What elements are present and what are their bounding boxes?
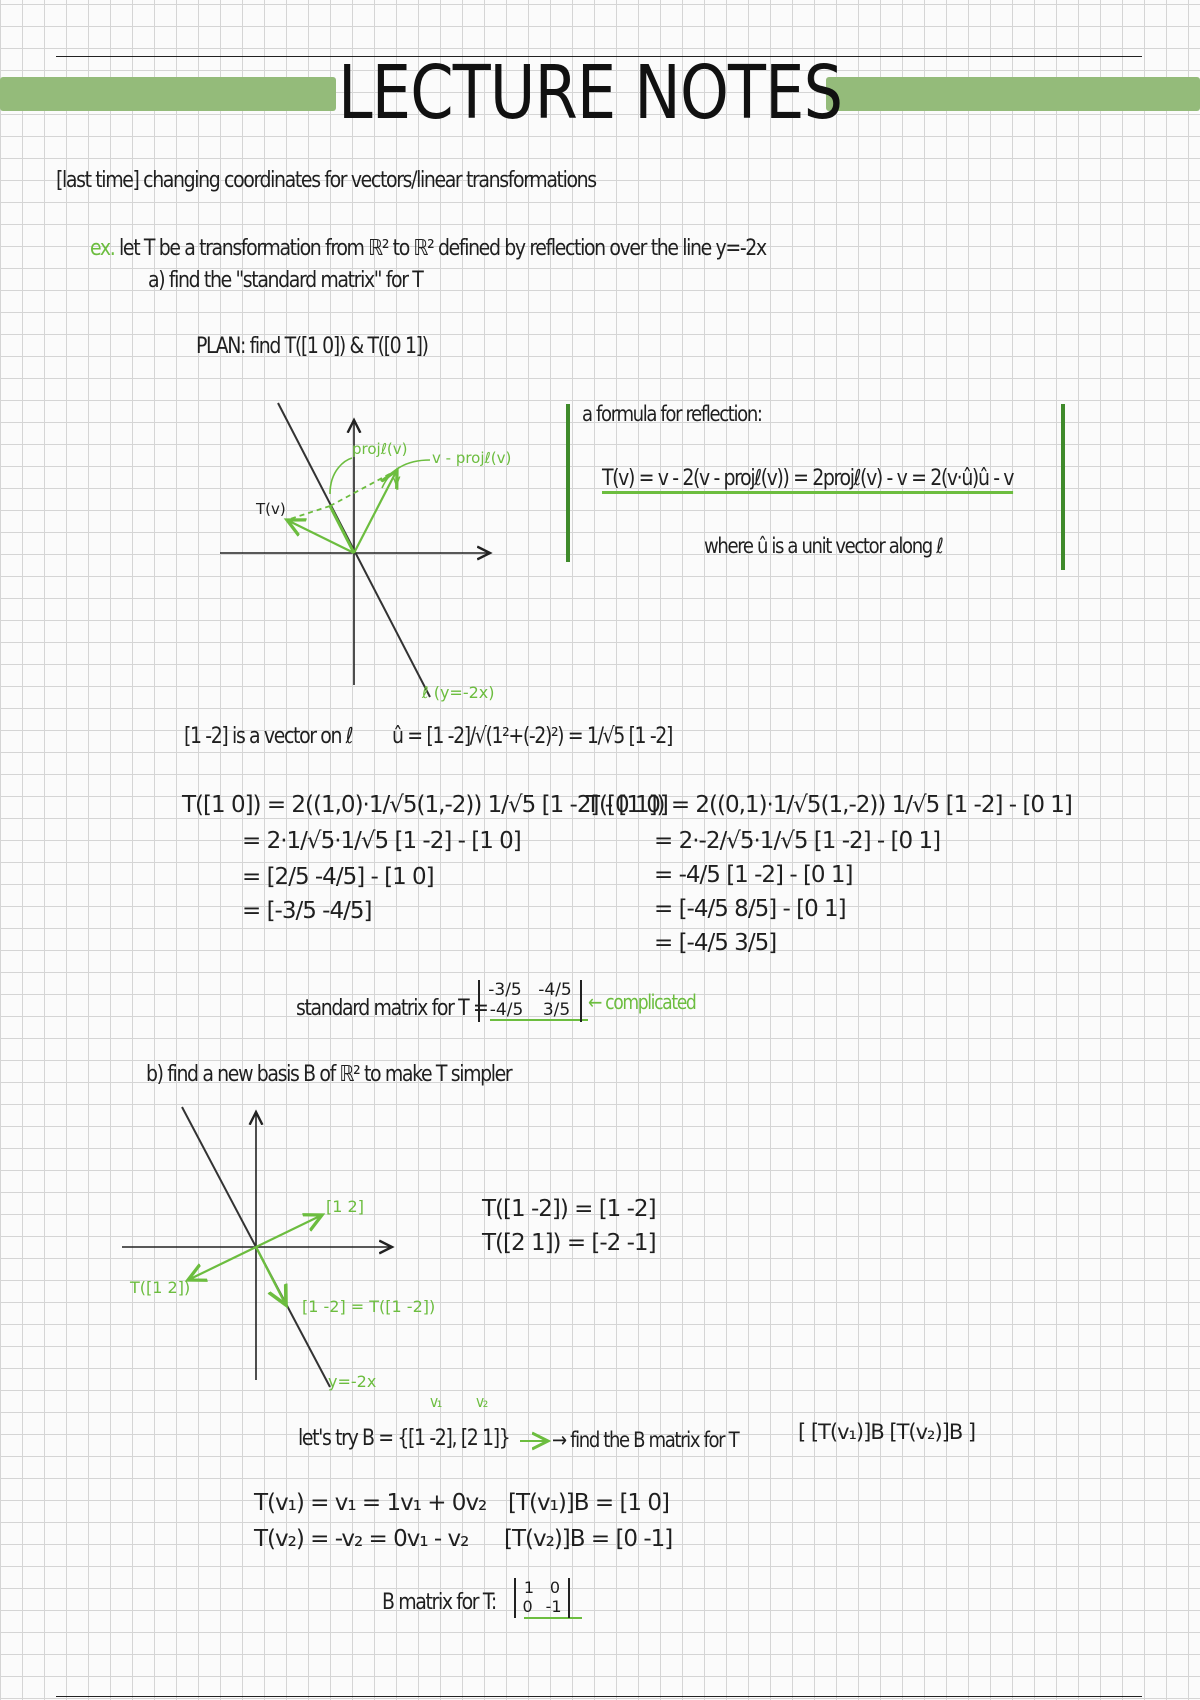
vector-on-line: [1 -2] is a vector on ℓ <box>184 724 353 749</box>
example-statement: let T be a transformation from ℝ² to ℝ² defined by reflection over the line y=-2x <box>119 236 766 261</box>
b-matrix <box>514 1578 570 1618</box>
page-title: LECTURE NOTES <box>338 50 843 136</box>
matrix-cell: -4/5 <box>489 1000 524 1020</box>
standard-matrix-label: standard matrix for T = <box>296 996 488 1021</box>
plan-line: PLAN: find T([1 0]) & T([0 1]) <box>196 334 428 359</box>
example-label: ex. <box>90 236 115 261</box>
t-image-line: T([1 -2]) = [1 -2] <box>482 1196 656 1222</box>
formula-box-left-bar <box>566 404 570 562</box>
recap-text: changing coordinates for vectors/linear transformations <box>143 168 596 193</box>
complicated-comment: ← complicated <box>588 990 696 1014</box>
recap-tag: [last time] <box>56 168 139 193</box>
part-b-heading: b) find a new basis B of ℝ² to make T simpler <box>146 1062 512 1087</box>
t-image-line: T([2 1]) = [-2 -1] <box>482 1230 656 1256</box>
t-e2-line: = [-4/5 8/5] - [0 1] <box>654 896 846 922</box>
standard-matrix <box>478 980 582 1022</box>
v-label: v <box>392 471 401 489</box>
proj-callout <box>330 458 352 494</box>
matrix-cell: -1 <box>545 1597 562 1616</box>
t-e1-line: T([1 0]) = 2((1,0)·1/√5(1,-2)) 1/√5 [1 -2] - [1 0] <box>182 792 668 818</box>
proj-label: projℓ(v) <box>352 440 408 458</box>
b-matrix-template: [ [T(v₁)]B [T(v₂)]B ] <box>798 1420 976 1444</box>
matrix-cell: -3/5 <box>488 980 522 1000</box>
vector-tv1 <box>188 1247 256 1280</box>
v1-label: [1 2] <box>326 1197 364 1216</box>
matrix-cell: 0 <box>522 1597 533 1616</box>
reflection-formula: T(v) = v - 2(v - projℓ(v)) = 2projℓ(v) - v = 2(v·û)û - v <box>602 466 1013 494</box>
v-minus-proj-label: v - projℓ(v) <box>432 449 512 467</box>
t-e2-line: = 2·-2/√5·1/√5 [1 -2] - [0 1] <box>654 828 941 854</box>
coord-line: T(v₁) = v₁ = 1v₁ + 0v₂ <box>254 1490 487 1516</box>
line-label-2: y=-2x <box>328 1372 377 1391</box>
t-e1-line: = [2/5 -4/5] - [1 0] <box>242 864 434 890</box>
basis-definition: let's try B = {[1 -2], [2 1]} <box>298 1426 510 1451</box>
t-e2-line: = -4/5 [1 -2] - [0 1] <box>654 862 853 888</box>
v2-label: [1 -2] = T([1 -2]) <box>302 1297 436 1316</box>
unit-vector: û = [1 -2]/√(1²+(-2)²) = 1/√5 [1 -2] <box>392 724 672 749</box>
vector-v <box>354 470 397 553</box>
t-e1-line: = 2·1/√5·1/√5 [1 -2] - [1 0] <box>242 828 521 854</box>
line-label-1: ℓ (y=-2x) <box>422 683 495 702</box>
formula-heading: a formula for reflection: <box>582 402 762 426</box>
matrix-row <box>516 1597 568 1616</box>
matrix-cell: -4/5 <box>538 980 572 1000</box>
b-matrix-label: B matrix for T: <box>382 1590 496 1615</box>
matrix-cell: 3/5 <box>542 1000 571 1020</box>
basis-tag-v2: v₂ <box>476 1392 487 1411</box>
matrix-cell: 0 <box>549 1578 561 1597</box>
coord-line: [T(v₁)]B = [1 0] <box>508 1490 669 1516</box>
matrix-row <box>480 980 580 1000</box>
matrix-row <box>516 1578 568 1597</box>
coord-line: T(v₂) = -v₂ = 0v₁ - v₂ <box>254 1526 469 1552</box>
tv-label: T(v) <box>256 500 286 518</box>
coord-line: [T(v₂)]B = [0 -1] <box>504 1526 673 1552</box>
basis-tag-v1: v₁ <box>430 1392 441 1411</box>
formula-note: where û is a unit vector along ℓ <box>704 534 943 558</box>
vector-v1 <box>256 1215 322 1247</box>
t-e2-line: = [-4/5 3/5] <box>654 930 777 956</box>
find-b-matrix: → find the B matrix for T <box>552 1428 739 1452</box>
matrix-cell: 1 <box>523 1578 535 1597</box>
part-a-heading: a) find the "standard matrix" for T <box>148 268 423 293</box>
perp-dashed-2 <box>287 506 330 520</box>
formula-box-right-bar <box>1061 404 1065 570</box>
t-e1-line: = [-3/5 -4/5] <box>242 898 372 924</box>
vector-v2 <box>256 1247 286 1305</box>
tv1-label: T([1 2]) <box>130 1278 191 1297</box>
t-e2-line: T([0 1]) = 2((0,1)·1/√5(1,-2)) 1/√5 [1 -2] - [0 1] <box>586 792 1072 818</box>
matrix-row <box>480 1000 580 1020</box>
